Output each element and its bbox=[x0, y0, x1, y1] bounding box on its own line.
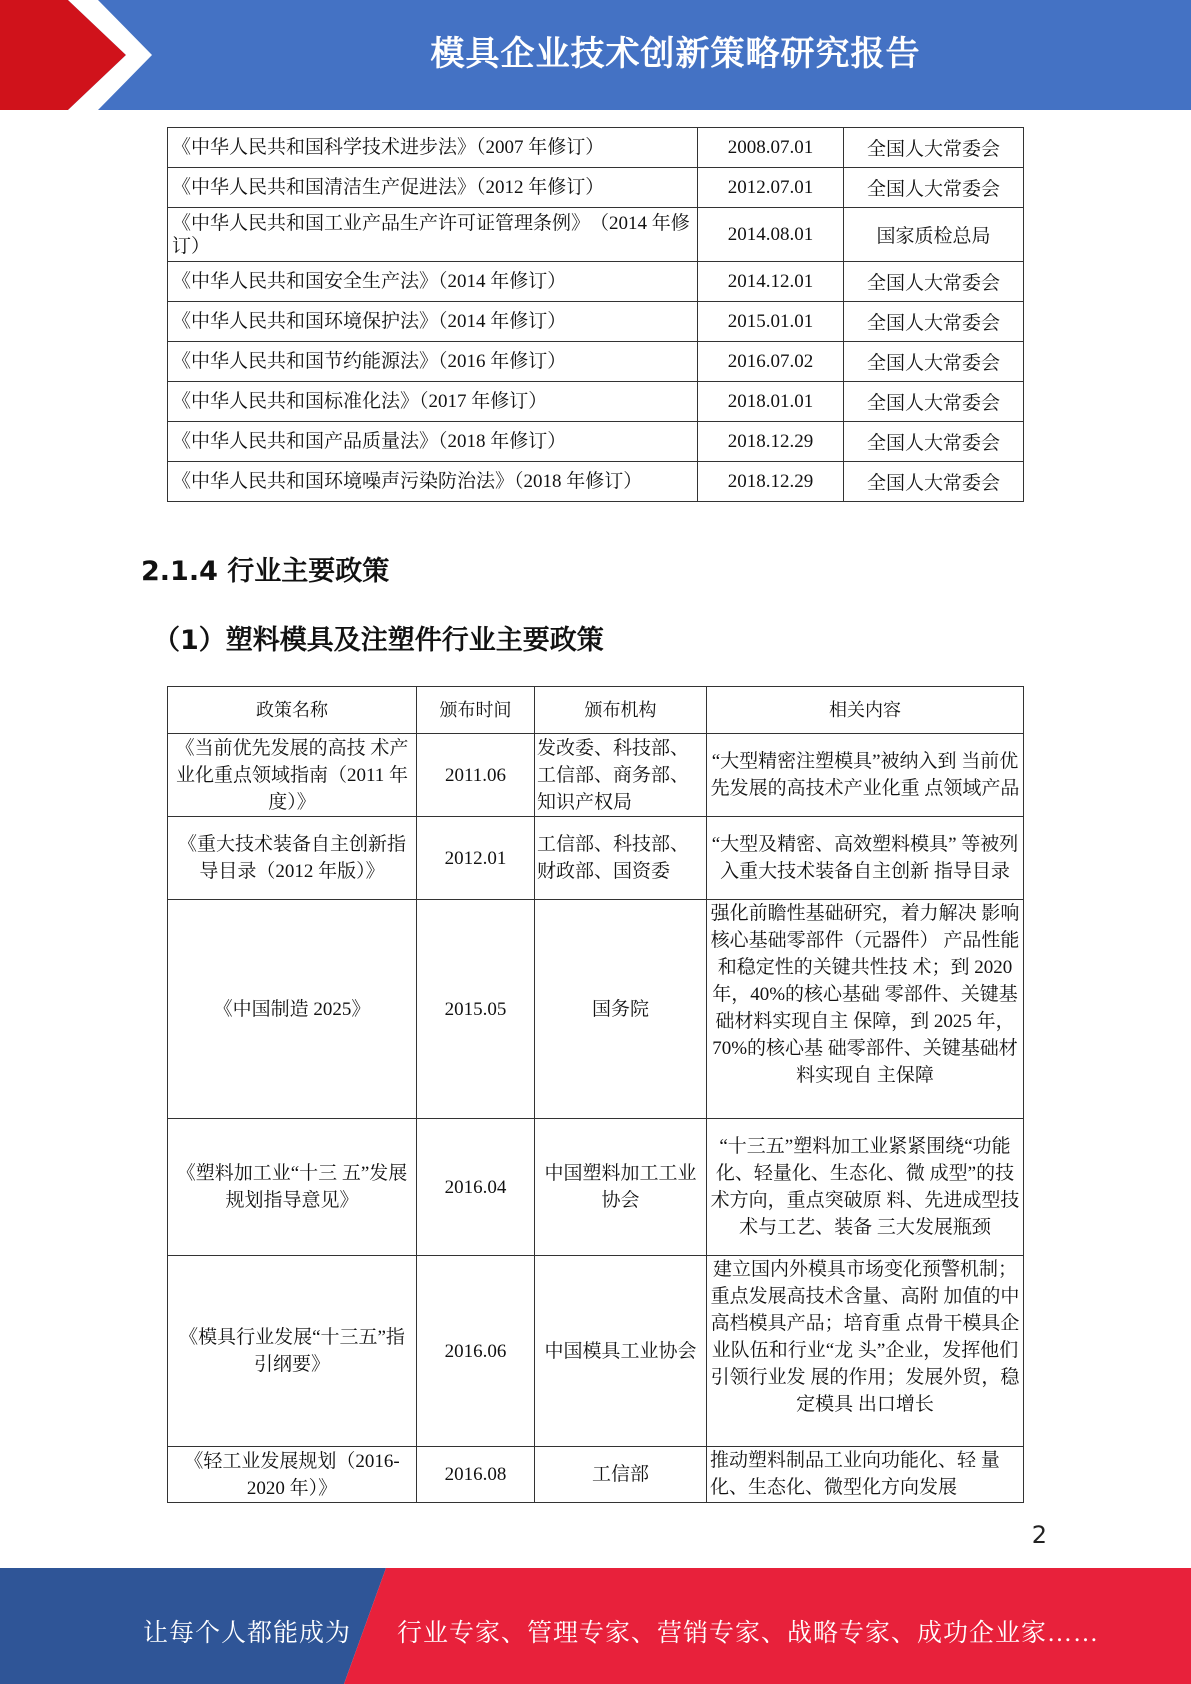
policy-name: 《重大技术装备自主创新指导目录（2012 年版）》 bbox=[168, 817, 417, 900]
law-org: 全国人大常委会 bbox=[844, 422, 1024, 462]
table-row bbox=[168, 1256, 1024, 1447]
column-header-time: 颁布时间 bbox=[417, 687, 535, 734]
footer-slogan-right: 行业专家、管理专家、营销专家、战略专家、成功企业家…… bbox=[397, 1620, 1100, 1647]
law-name: 《中华人民共和国节约能源法》（2016 年修订） bbox=[168, 342, 698, 382]
policy-name: 《当前优先发展的高技 术产业化重点领域指南（2011 年度）》 bbox=[168, 734, 417, 817]
policy-time: 2011.06 bbox=[417, 734, 535, 817]
table-row bbox=[168, 900, 1024, 1119]
table-row bbox=[168, 817, 1024, 900]
policy-content: 推动塑料制品工业向功能化、轻 量化、生态化、微型化方向发展 bbox=[707, 1447, 1024, 1503]
table-row bbox=[168, 168, 1024, 208]
policy-org: 中国塑料加工工业协会 bbox=[535, 1119, 707, 1256]
table-row bbox=[168, 462, 1024, 502]
law-date: 2008.07.01 bbox=[698, 128, 844, 168]
table-row bbox=[168, 734, 1024, 817]
policy-content: “十三五”塑料加工业紧紧围绕“功能化、轻量化、生态化、微 成型”的技术方向，重点突破原 料、先进成型技术与工艺、装备 三大发展瓶颈 bbox=[707, 1119, 1024, 1256]
law-date: 2015.01.01 bbox=[698, 302, 844, 342]
law-date: 2018.12.29 bbox=[698, 422, 844, 462]
header-arrow-decoration bbox=[0, 0, 200, 110]
law-org: 全国人大常委会 bbox=[844, 262, 1024, 302]
law-name: 《中华人民共和国环境噪声污染防治法》（2018 年修订） bbox=[168, 462, 698, 502]
law-name: 《中华人民共和国环境保护法》（2014 年修订） bbox=[168, 302, 698, 342]
law-name: 《中华人民共和国产品质量法》（2018 年修订） bbox=[168, 422, 698, 462]
table-row bbox=[168, 422, 1024, 462]
table-header-row bbox=[168, 687, 1024, 734]
footer-slogan-left: 让每个人都能成为 bbox=[143, 1620, 352, 1647]
table-row bbox=[168, 1119, 1024, 1256]
law-name: 《中华人民共和国清洁生产促进法》（2012 年修订） bbox=[168, 168, 698, 208]
section-heading: 2.1.4 行业主要政策 bbox=[141, 556, 390, 587]
policy-name: 《轻工业发展规划（2016-2020 年）》 bbox=[168, 1447, 417, 1503]
law-org: 全国人大常委会 bbox=[844, 302, 1024, 342]
table-row bbox=[168, 342, 1024, 382]
law-org: 全国人大常委会 bbox=[844, 462, 1024, 502]
law-org: 全国人大常委会 bbox=[844, 168, 1024, 208]
page-number: 2 bbox=[1031, 1521, 1047, 1549]
policy-content: “大型精密注塑模具”被纳入到 当前优先发展的高技术产业化重 点领域产品 bbox=[707, 734, 1024, 817]
policy-name: 《模具行业发展“十三五”指引纲要》 bbox=[168, 1256, 417, 1447]
law-org: 全国人大常委会 bbox=[844, 342, 1024, 382]
law-name: 《中华人民共和国科学技术进步法》（2007 年修订） bbox=[168, 128, 698, 168]
law-table bbox=[167, 127, 1024, 502]
law-date: 2016.07.02 bbox=[698, 342, 844, 382]
table-row bbox=[168, 262, 1024, 302]
policy-time: 2016.04 bbox=[417, 1119, 535, 1256]
policy-org: 中国模具工业协会 bbox=[535, 1256, 707, 1447]
policy-org: 国务院 bbox=[535, 900, 707, 1119]
table-row bbox=[168, 128, 1024, 168]
law-name: 《中华人民共和国安全生产法》（2014 年修订） bbox=[168, 262, 698, 302]
section-subheading: （1）塑料模具及注塑件行业主要政策 bbox=[153, 625, 604, 656]
policy-time: 2012.01 bbox=[417, 817, 535, 900]
law-org: 国家质检总局 bbox=[844, 208, 1024, 262]
column-header-content: 相关内容 bbox=[707, 687, 1024, 734]
report-title: 模具企业技术创新策略研究报告 bbox=[430, 34, 921, 74]
column-header-name: 政策名称 bbox=[168, 687, 417, 734]
table-row bbox=[168, 1447, 1024, 1503]
law-date: 2012.07.01 bbox=[698, 168, 844, 208]
policy-time: 2016.08 bbox=[417, 1447, 535, 1503]
law-date: 2014.08.01 bbox=[698, 208, 844, 262]
table-row bbox=[168, 208, 1024, 262]
policy-time: 2015.05 bbox=[417, 900, 535, 1119]
law-date: 2014.12.01 bbox=[698, 262, 844, 302]
policy-name: 《中国制造 2025》 bbox=[168, 900, 417, 1119]
policy-org: 工信部 bbox=[535, 1447, 707, 1503]
law-org: 全国人大常委会 bbox=[844, 128, 1024, 168]
page-footer bbox=[0, 1568, 1191, 1684]
policy-org: 发改委、科技部、工信部、商务部、知识产权局 bbox=[535, 734, 707, 817]
policy-content: “大型及精密、高效塑料模具” 等被列入重大技术装备自主创新 指导目录 bbox=[707, 817, 1024, 900]
policy-content: 建立国内外模具市场变化预警机制；重点发展高技术含量、高附 加值的中高档模具产品；培育重 点骨干模具企业队伍和行业“龙 头”企业，发挥他们引领行业发 展的作用；发展外贸，稳定模具 出口增长 bbox=[707, 1256, 1024, 1447]
law-date: 2018.12.29 bbox=[698, 462, 844, 502]
policy-name: 《塑料加工业“十三 五”发展规划指导意见》 bbox=[168, 1119, 417, 1256]
table-row bbox=[168, 302, 1024, 342]
column-header-org: 颁布机构 bbox=[535, 687, 707, 734]
law-org: 全国人大常委会 bbox=[844, 382, 1024, 422]
law-date: 2018.01.01 bbox=[698, 382, 844, 422]
page-header bbox=[0, 0, 1191, 110]
law-name: 《中华人民共和国工业产品生产许可证管理条例》 （2014 年修订） bbox=[168, 208, 698, 262]
table-row bbox=[168, 382, 1024, 422]
policy-content: 强化前瞻性基础研究，着力解决 影响核心基础零部件（元器件） 产品性能和稳定性的关键共性技 术；到 2020 年，40%的核心基础 零部件、关键基础材料实现自主 保障，到 2025 年，70%的核心基 础零部件、关键基础材料实现自 主保障 bbox=[707, 900, 1024, 1119]
law-name: 《中华人民共和国标准化法》（2017 年修订） bbox=[168, 382, 698, 422]
policy-time: 2016.06 bbox=[417, 1256, 535, 1447]
policy-org: 工信部、科技部、财政部、国资委 bbox=[535, 817, 707, 900]
policy-table bbox=[167, 686, 1024, 1503]
